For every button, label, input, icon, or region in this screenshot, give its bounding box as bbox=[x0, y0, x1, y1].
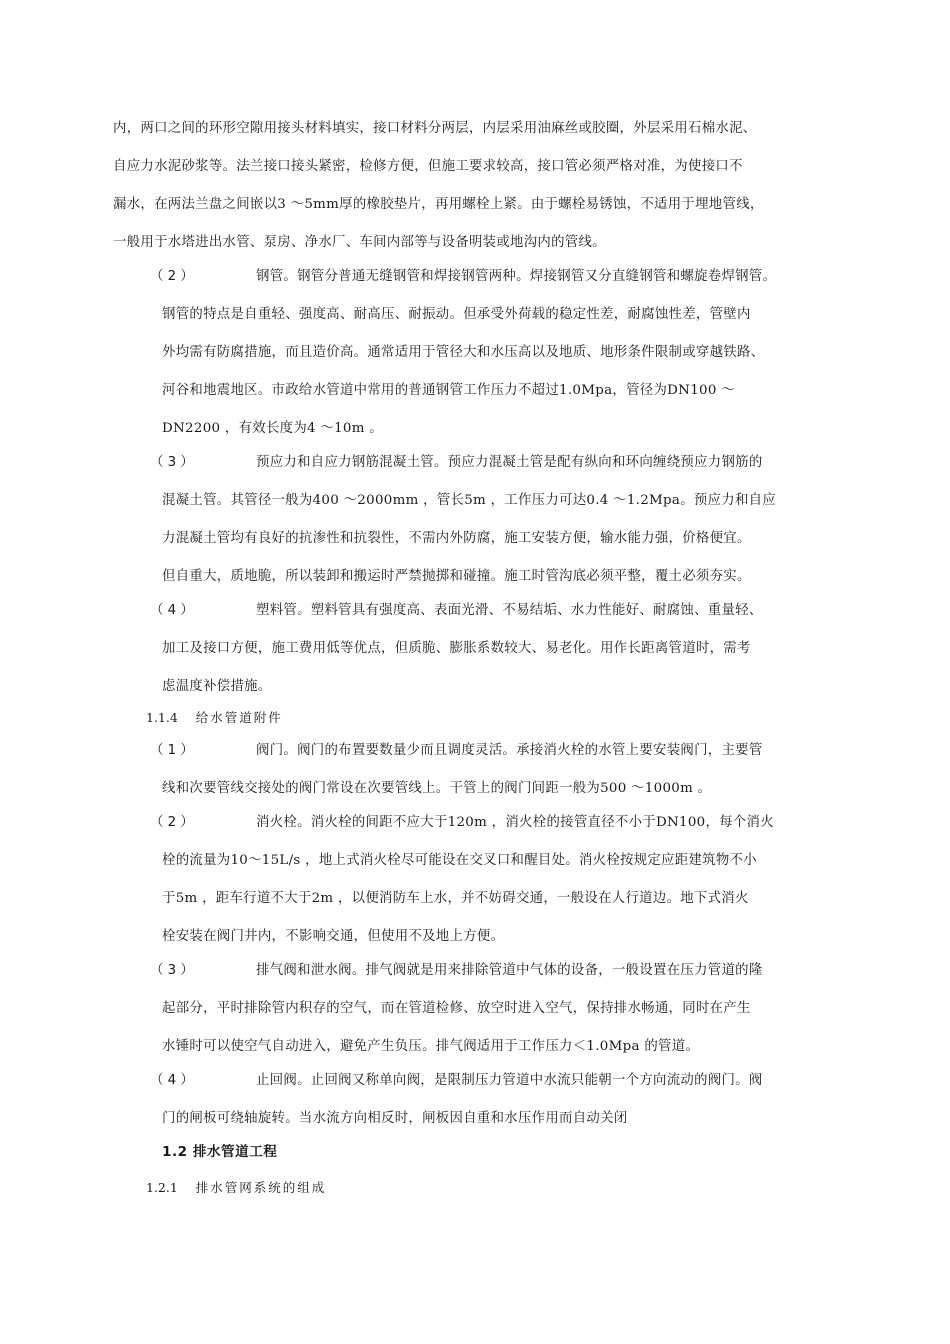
paragraph-line: 钢管的特点是自重轻、强度高、耐高压、耐振动。但承受外荷载的稳定性差，耐腐蚀性差，管壁内 bbox=[162, 307, 751, 322]
paragraph-line: 止回阀。止回阀又称单向阀，是限制压力管道中水流只能朝一个方向流动的阀门。阀 bbox=[256, 1073, 763, 1088]
paragraph-line: 门的闸板可绕轴旋转。当水流方向相反时，闸板因自重和水压作用而自动关闭 bbox=[162, 1111, 628, 1126]
paragraph-line: 虑温度补偿措施。 bbox=[162, 679, 272, 694]
subsection-title: 给水管道附件 bbox=[195, 710, 283, 725]
subsection-number: 1.2.1 bbox=[146, 1180, 178, 1195]
subsection-heading bbox=[146, 709, 283, 727]
subsection-title: 排水管网系统的组成 bbox=[195, 1180, 327, 1195]
paragraph-line: 混凝土管。其管径一般为400 ～2000mm ，管长5m ，工作压力可达0.4 ～1.2Mpa。预应力和自应 bbox=[162, 493, 777, 508]
item-number: （ 3 ） bbox=[150, 455, 194, 470]
paragraph-line: 线和次要管线交接处的阀门常设在次要管线上。干管上的阀门间距一般为500 ～1000m 。 bbox=[162, 781, 712, 796]
paragraph-line: 但自重大，质地脆，所以装卸和搬运时严禁抛掷和碰撞。施工时管沟底必须平整，覆土必须夯实。 bbox=[162, 569, 751, 584]
paragraph-line: 加工及接口方便，施工费用低等优点，但质脆、膨胀系数较大、易老化。用作长距离管道时，需考 bbox=[162, 641, 751, 656]
paragraph-line: 排气阀和泄水阀。排气阀就是用来排除管道中气体的设备，一般设置在压力管道的隆 bbox=[256, 963, 763, 978]
item-number: （ 2 ） bbox=[150, 269, 194, 284]
paragraph-line: 于5m ，距车行道不大于2m ，以便消防车上水，并不妨碍交通，一般设在人行道边。地下式消火 bbox=[162, 891, 749, 906]
paragraph-line: 自应力水泥砂浆等。法兰接口接头紧密，检修方便，但施工要求较高，接口管必须严格对准，为使接口不 bbox=[113, 159, 743, 174]
paragraph-line: 水锤时可以使空气自动进入，避免产生负压。排气阀适用于工作压力＜1.0Mpa 的管道。 bbox=[162, 1039, 700, 1054]
item-number: （ 4 ） bbox=[150, 1073, 194, 1088]
paragraph-line: 起部分，平时排除管内积存的空气，而在管道检修、放空时进入空气，保持排水畅通，同时在产生 bbox=[162, 1001, 751, 1016]
section-heading: 1.2 排水管道工程 bbox=[162, 1144, 278, 1160]
paragraph-line: DN2200 ，有效长度为4 ～10m 。 bbox=[162, 421, 383, 436]
paragraph-line: 漏水，在两法兰盘之间嵌以3 ～5mm厚的橡胶垫片，再用螺栓上紧。由于螺栓易锈蚀，不适用于埋地管线， bbox=[113, 197, 764, 212]
paragraph-line: 力混凝土管均有良好的抗渗性和抗裂性，不需内外防腐，施工安装方便，输水能力强，价格便宜。 bbox=[162, 531, 751, 546]
item-number: （ 2 ） bbox=[150, 815, 194, 830]
paragraph-line: 栓安装在阀门井内，不影响交通，但使用不及地上方便。 bbox=[162, 929, 505, 944]
paragraph-line: 外均需有防腐措施，而且造价高。通常适用于管径大和水压高以及地质、地形条件限制或穿越铁路、 bbox=[162, 345, 765, 360]
paragraph-line: 内，两口之间的环形空隙用接头材料填实，接口材料分两层，内层采用油麻丝或胶圈，外层采用石棉水泥、 bbox=[113, 121, 757, 136]
item-number: （ 4 ） bbox=[150, 603, 194, 618]
subsection-heading bbox=[146, 1179, 326, 1197]
paragraph-line: 塑料管。塑料管具有强度高、表面光滑、不易结垢、水力性能好、耐腐蚀、重量轻、 bbox=[256, 603, 763, 618]
paragraph-line: 预应力和自应力钢筋混凝土管。预应力混凝土管是配有纵向和环向缠绕预应力钢筋的 bbox=[256, 455, 763, 470]
item-number: （ 3 ） bbox=[150, 963, 194, 978]
subsection-number: 1.1.4 bbox=[146, 710, 178, 725]
paragraph-line: 消火栓。消火栓的间距不应大于120m ，消火栓的接管直径不小于DN100，每个消火 bbox=[256, 815, 774, 830]
paragraph-line: 一般用于水塔进出水管、泵房、净水厂、车间内部等与设备明装或地沟内的管线。 bbox=[113, 235, 606, 250]
paragraph-line: 河谷和地震地区。市政给水管道中常用的普通钢管工作压力不超过1.0Mpa，管径为DN100 ～ bbox=[162, 383, 735, 398]
paragraph-line: 栓的流量为10～15L/s ，地上式消火栓尽可能设在交叉口和醒目处。消火栓按规定应距建筑物不小 bbox=[162, 853, 757, 868]
paragraph-line: 钢管。钢管分普通无缝钢管和焊接钢管两种。焊接钢管又分直缝钢管和螺旋卷焊钢管。 bbox=[256, 269, 777, 284]
item-number: （ 1 ） bbox=[150, 743, 194, 758]
paragraph-line: 阀门。阀门的布置要数量少而且调度灵活。承接消火栓的水管上要安装阀门，主要管 bbox=[256, 743, 763, 758]
